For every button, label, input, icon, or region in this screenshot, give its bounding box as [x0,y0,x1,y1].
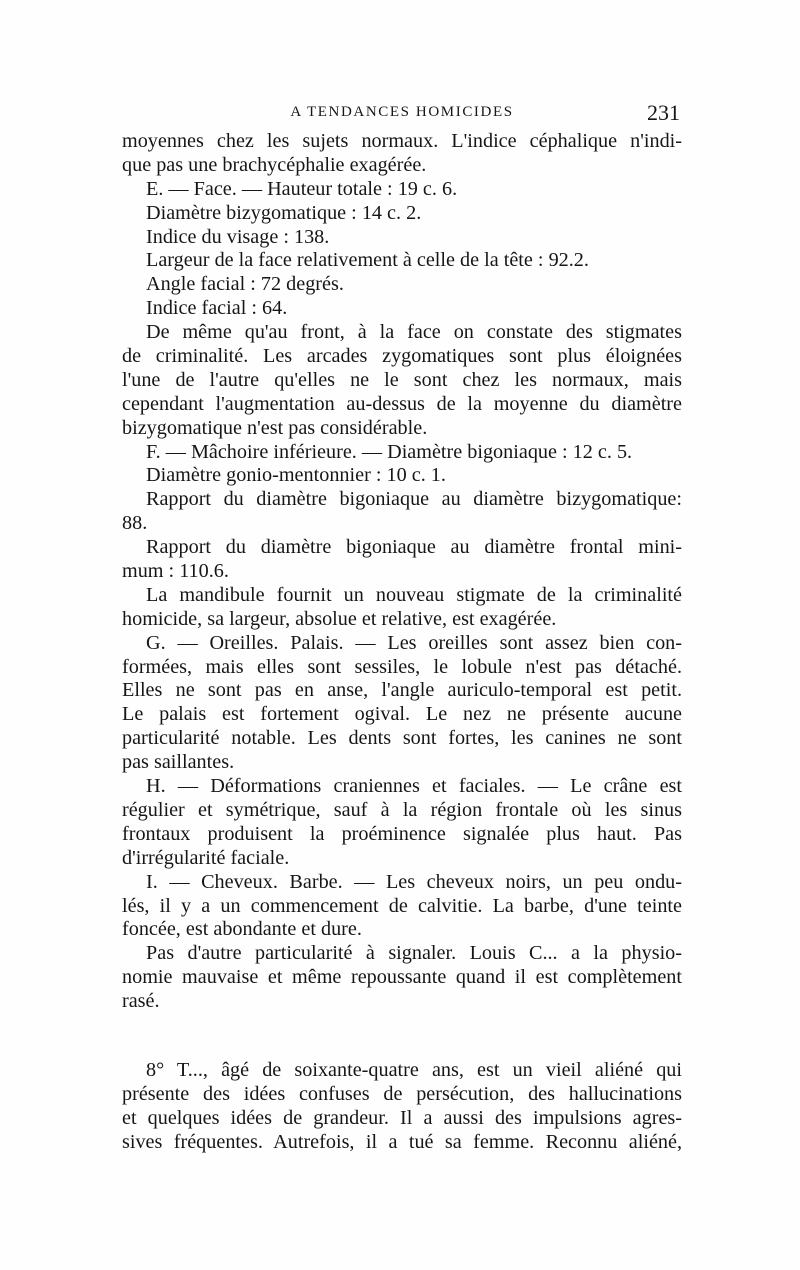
text-line: I. — Cheveux. Barbe. — Les cheveux noirs, un peu ondu- [146,870,682,893]
text-line: Rapport du diamètre bigoniaque au diamètre bizygomatique: [146,488,682,511]
text-line: foncée, est abondante et dure. [122,918,362,941]
text-line: que pas une brachycéphalie exagérée. [122,153,427,176]
text-line: Angle facial : 72 degrés. [146,273,344,296]
running-title: A TENDANCES HOMICIDES [290,104,514,120]
paragraph-gap [122,1014,682,1059]
text-line: Rapport du diamètre bigoniaque au diamètre frontal mini- [146,536,682,559]
text-line: 88. [122,512,148,535]
text-line: E. — Face. — Hauteur totale : 19 c. 6. [146,177,458,200]
text-line: La mandibule fournit un nouveau stigmate de la criminalité [146,583,682,606]
text-line: sives fréquentes. Autrefois, il a tué sa femme. Reconnu aliéné, [122,1130,682,1153]
text-line: présente des idées confuses de persécution, des hallucinations [122,1082,682,1105]
text-line: mum : 110.6. [122,560,229,583]
page-header [122,100,682,130]
text-line: régulier et symétrique, sauf à la région frontale où les sinus [122,798,682,821]
text-line: homicide, sa largeur, absolue et relative, est exagérée. [122,607,557,630]
text-line: bizygomatique n'est pas considérable. [122,416,428,439]
text-line: nomie mauvaise et même repoussante quand il est complètement [122,966,682,989]
text-line: Diamètre gonio-mentonnier : 10 c. 1. [146,464,446,487]
text-line: Largeur de la face relativement à celle de la tête : 92.2. [146,249,589,272]
text-line: moyennes chez les sujets normaux. L'indice céphalique n'indi- [122,130,682,152]
text-line: formées, mais elles sont sessiles, le lobule n'est pas détaché. [122,655,682,678]
text-line: Indice facial : 64. [146,297,288,320]
text-line: G. — Oreilles. Palais. — Les oreilles sont assez bien con- [146,631,682,654]
text-line: Elles ne sont pas en anse, l'angle auriculo-temporal est petit. [122,679,682,702]
text-line: l'une de l'autre qu'elles ne le sont chez les normaux, mais [122,368,682,391]
text-line: de criminalité. Les arcades zygomatiques sont plus éloignées [122,345,682,368]
text-line: Indice du visage : 138. [146,225,330,248]
text-line: H. — Déformations craniennes et faciales. — Le crâne est [146,775,682,798]
text-line: particularité notable. Les dents sont fortes, les canines ne sont [122,727,682,750]
text-line: d'irrégularité faciale. [122,846,290,869]
text-line: Le palais est fortement ogival. Le nez ne présente aucune [122,703,682,726]
text-line: cependant l'augmentation au-dessus de la moyenne du diamètre [122,392,682,415]
text-line: De même qu'au front, à la face on constate des stigmates [146,321,682,344]
text-line: Diamètre bizygomatique : 14 c. 2. [146,201,422,224]
page-number: 231 [647,100,680,125]
text-line: Pas d'autre particularité à signaler. Louis C... a la physio- [146,942,682,965]
text-line: 8° T..., âgé de soixante-quatre ans, est un vieil aliéné qui [146,1058,682,1081]
text-line: frontaux produisent la proéminence signalée plus haut. Pas [122,822,682,845]
body-text [122,130,682,1155]
text-line: et quelques idées de grandeur. Il a aussi des impulsions agres- [122,1106,682,1129]
text-line: F. — Mâchoire inférieure. — Diamètre bigoniaque : 12 c. 5. [146,440,633,463]
text-line: pas saillantes. [122,751,235,774]
text-line: lés, il y a un commencement de calvitie. La barbe, d'une teinte [122,894,682,917]
text-line: rasé. [122,990,160,1013]
